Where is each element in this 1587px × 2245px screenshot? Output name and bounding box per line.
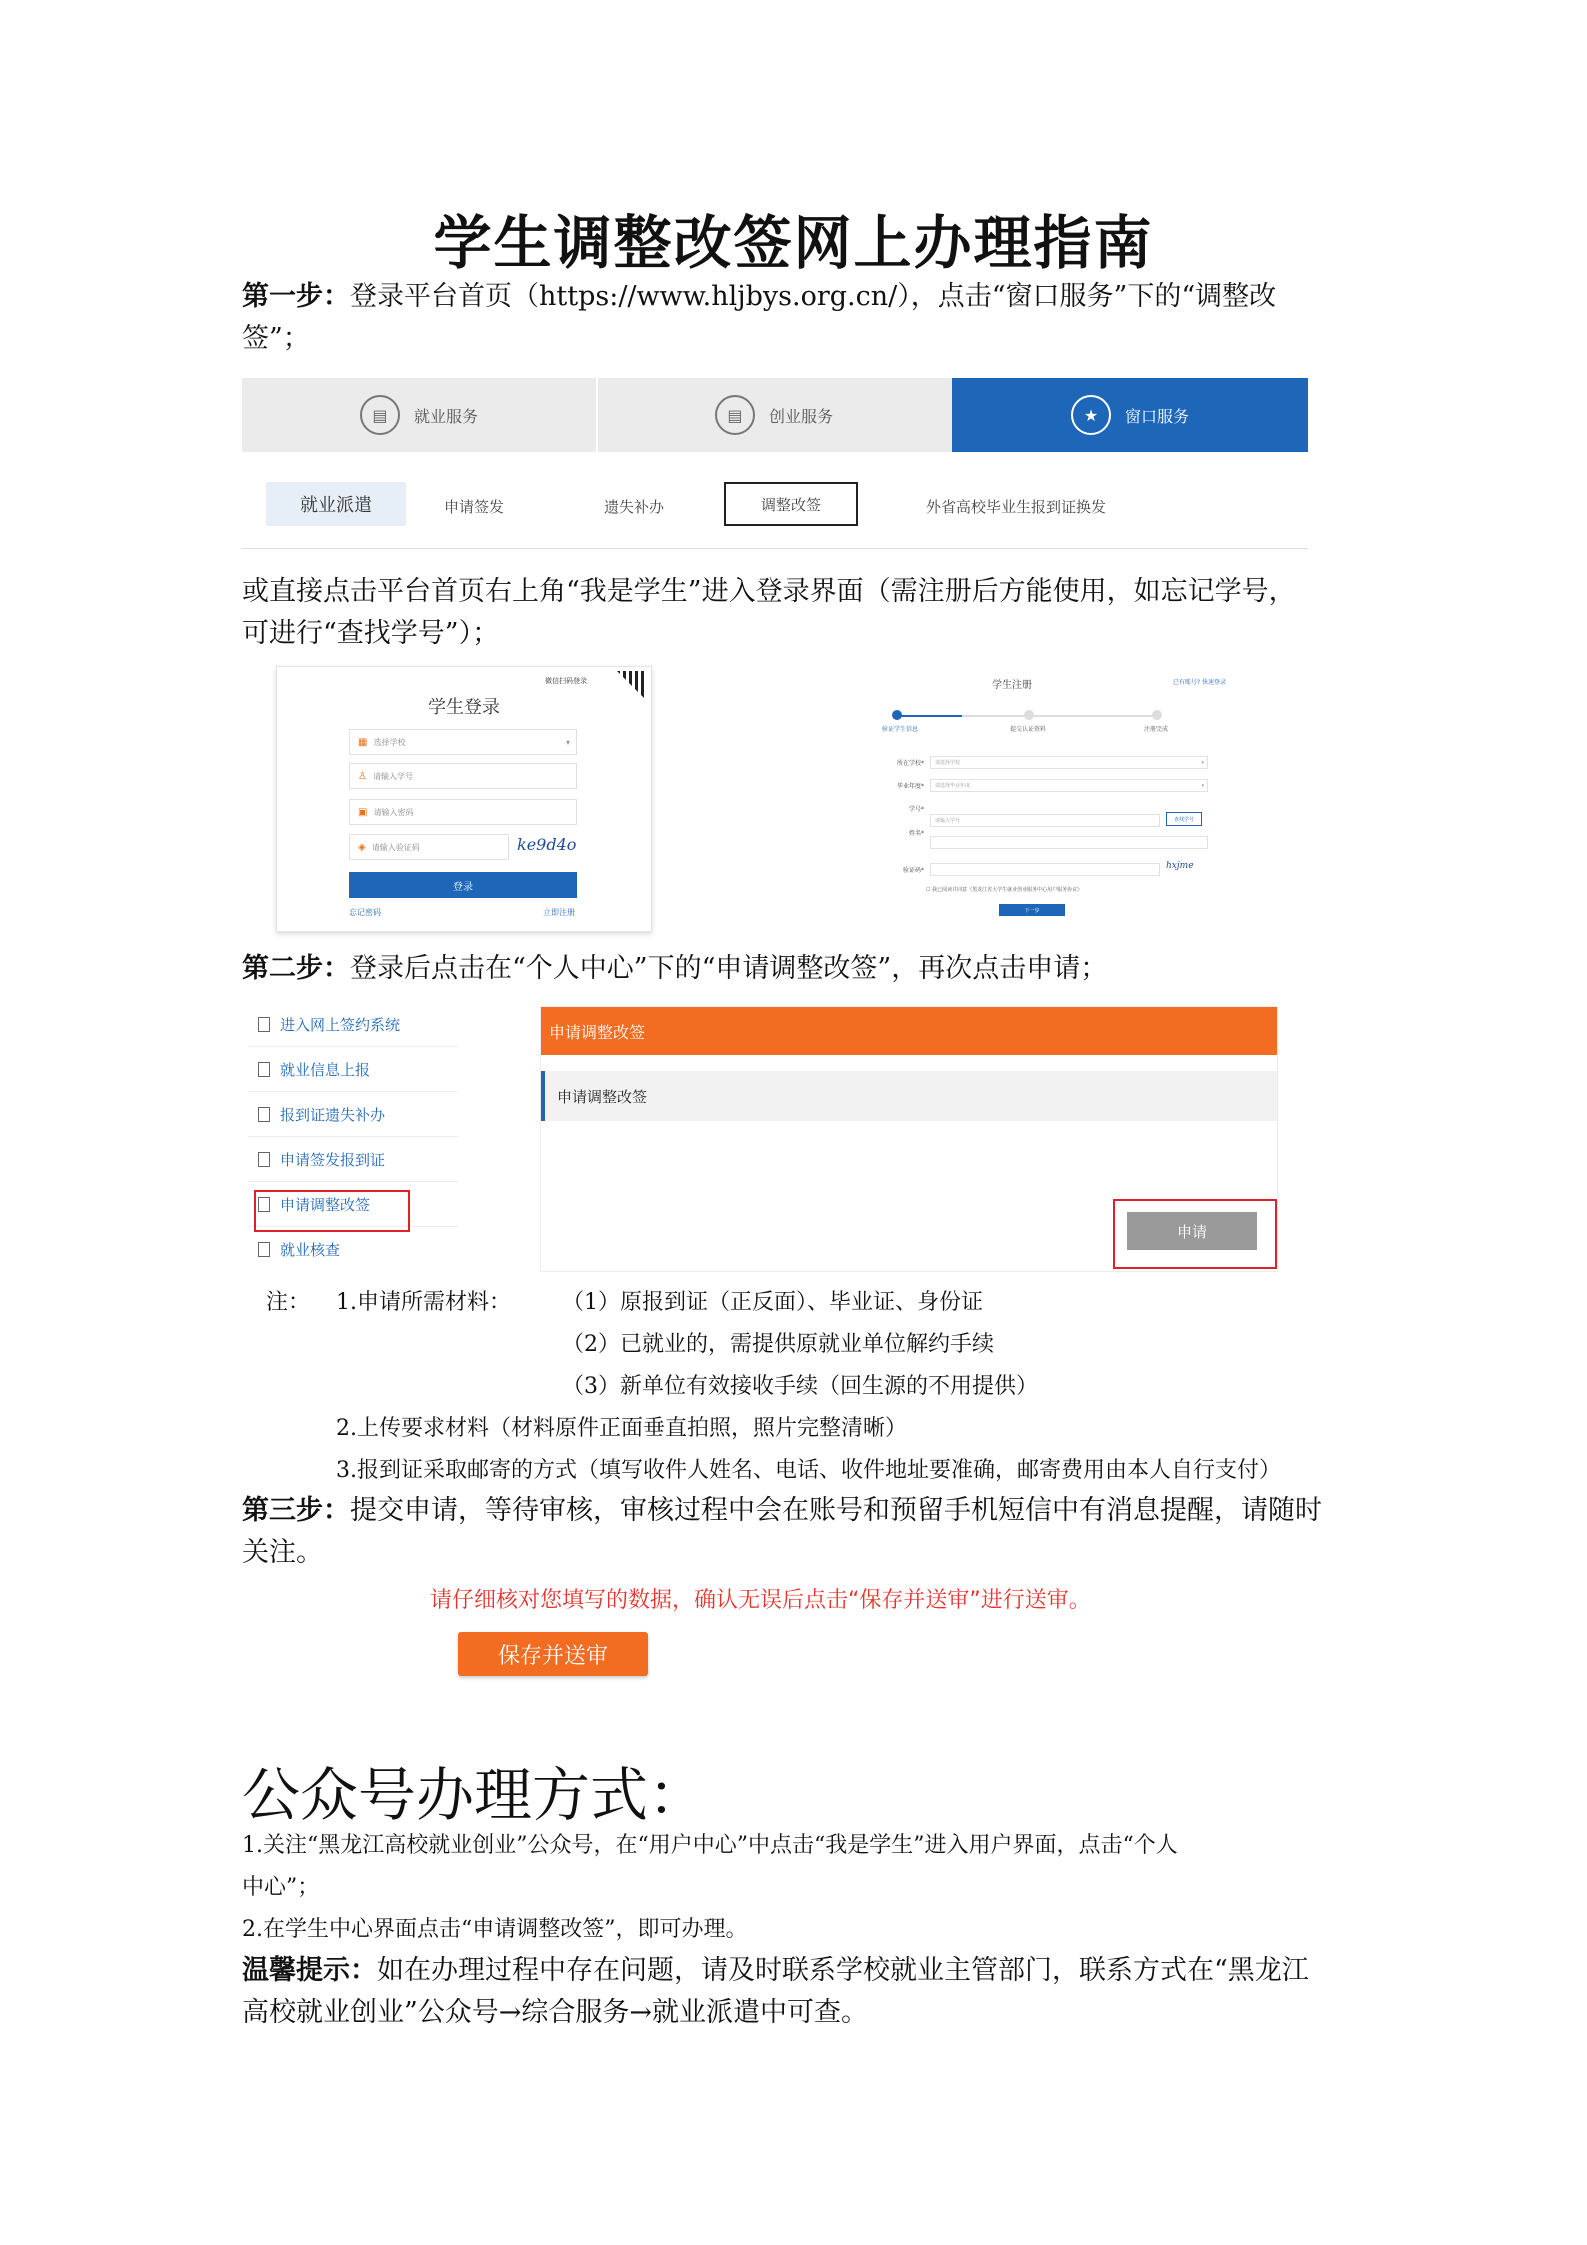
employment-service-icon: ▤ (360, 395, 400, 435)
wechat-item1-text-cont: 中心”； (242, 1875, 320, 1900)
school-select[interactable] (930, 756, 1208, 769)
apply-button[interactable]: 申请 (1127, 1212, 1257, 1250)
step3-text: 提交申请，等待审核，审核过程中会在账号和预留手机短信中有消息提醒，请随时 (350, 1495, 1322, 1526)
sidebar-item-label: 进入网上签约系统 (280, 1015, 401, 1034)
field-label: 所在学校* (896, 760, 924, 767)
agreement-checkbox[interactable]: ☐ 我已阅读并同意《黑龙江省大学生就业创业服务中心用户服务协议》 (926, 887, 1083, 893)
note-item1-label: 1.申请所需材料： (336, 1290, 511, 1315)
find-id-button[interactable]: 查找学号 (1166, 812, 1202, 826)
tab-label: 窗口服务 (1124, 406, 1189, 426)
step-dot-active (892, 710, 902, 720)
step3-paragraph (242, 1490, 1354, 1574)
save-tip: 请仔细核对您填写的数据，确认无误后点击“保存并送审”进行送审。 (430, 1588, 1091, 1613)
field-label: 验证码* (902, 867, 924, 874)
school-select[interactable] (349, 729, 577, 755)
save-and-submit-button[interactable]: 保存并送审 (458, 1632, 648, 1676)
register-title: 学生注册 (992, 680, 1032, 691)
forgot-password-link[interactable]: 忘记密码 (349, 908, 381, 917)
document-icon (258, 1062, 270, 1077)
school-placeholder: 选择学校 (373, 737, 406, 747)
user-icon: ♙ (358, 770, 367, 782)
step-dot (1024, 710, 1034, 720)
progress-fill (896, 715, 962, 717)
step-label: 注册完成 (1144, 726, 1169, 733)
panel-section-title: 申请调整改签 (541, 1071, 1277, 1121)
note-material-3: （3）新单位有效接收手续（回生源的不用提供） (562, 1374, 1038, 1399)
startup-service-icon: ▤ (715, 395, 755, 435)
tip-label: 温馨提示： (242, 1955, 377, 1986)
tip-text: 如在办理过程中存在问题，请及时联系学校就业主管部门，联系方式在“黑龙江 (377, 1955, 1309, 1986)
sidebar-item-label: 报到证遗失补办 (280, 1105, 386, 1124)
field-placeholder: 请选择毕业年度 (935, 783, 971, 789)
sidebar-item-online-sign[interactable] (248, 1002, 458, 1047)
captcha-input[interactable] (930, 863, 1160, 876)
page-title: 学生调整改签网上办理指南 (433, 209, 1154, 277)
chevron-down-icon: ▾ (1201, 759, 1204, 766)
step-label: 验证学生信息 (882, 726, 919, 733)
document-icon (258, 1242, 270, 1257)
alt-login-text-cont: 可进行“查找学号”）； (242, 618, 500, 649)
chevron-down-icon: ▾ (1201, 782, 1204, 789)
quick-login-link[interactable]: 已有账号? 快速登录 (1172, 679, 1226, 686)
sidebar-item-label: 申请调整改签 (280, 1195, 371, 1214)
field-label: 学号* (908, 806, 924, 813)
lock-icon: ▣ (358, 806, 368, 818)
wechat-heading: 公众号办理方式： (242, 1761, 707, 1829)
sub-menu-employment-dispatch[interactable]: 就业派遣 (266, 482, 406, 526)
field-placeholder: 请选择学校 (935, 760, 961, 766)
step2-paragraph (242, 948, 1354, 990)
student-id-input[interactable] (930, 814, 1160, 827)
divider (242, 548, 1308, 549)
step-dot (1152, 710, 1162, 720)
login-screenshot (276, 666, 652, 932)
step2-label: 第二步： (242, 953, 350, 984)
wechat-login-tip[interactable]: 微信扫码登录 (545, 677, 587, 685)
sidebar-item-employment-report[interactable] (248, 1047, 458, 1092)
shield-icon: ◈ (358, 841, 366, 853)
next-button[interactable]: 下一步 (999, 904, 1065, 916)
highlight-box (254, 1190, 410, 1232)
captcha-placeholder: 请输入验证码 (371, 842, 420, 852)
login-button[interactable]: 登录 (349, 872, 577, 898)
field-label: 姓名* (908, 830, 924, 837)
document-icon (258, 1152, 270, 1167)
tab-label: 创业服务 (768, 406, 833, 426)
step1-text-cont: 签”； (242, 323, 310, 354)
tab-employment-service[interactable] (242, 378, 596, 452)
student-id-input[interactable] (349, 763, 577, 789)
wechat-item1 (242, 1825, 1354, 1909)
note-material-2: （2）已就业的，需提供原就业单位解约手续 (562, 1332, 994, 1357)
step-label: 提交认证资料 (1010, 726, 1047, 733)
step1-paragraph (242, 276, 1354, 360)
alt-login-text: 或直接点击平台首页右上角“我是学生”进入登录界面（需注册后方能使用，如忘记学号， (242, 576, 1296, 607)
tip-paragraph (242, 1950, 1354, 2034)
note-label: 注： (266, 1290, 311, 1315)
document-icon (258, 1107, 270, 1122)
sub-menu-lost-reissue[interactable]: 遗失补办 (604, 498, 665, 516)
sub-menu-apply-issue[interactable]: 申请签发 (444, 498, 505, 516)
field-label: 毕业年度* (896, 783, 924, 790)
wechat-item2: 2.在学生中心界面点击“申请调整改签”，即可办理。 (242, 1917, 748, 1942)
sidebar-item-label: 就业信息上报 (280, 1060, 371, 1079)
name-input[interactable] (930, 836, 1208, 849)
captcha-image[interactable]: hxjme (1166, 861, 1194, 871)
sidebar-item-lost-reissue[interactable] (248, 1092, 458, 1137)
register-screenshot (856, 666, 1226, 930)
document-icon (258, 1017, 270, 1032)
sub-menu-cert-exchange[interactable]: 外省高校毕业生报到证换发 (926, 498, 1107, 516)
sub-menu-adjust-resign[interactable]: 调整改签 (724, 482, 858, 526)
login-title: 学生登录 (428, 697, 500, 718)
alt-login-paragraph (242, 571, 1354, 655)
step1-label: 第一步： (242, 281, 350, 312)
tab-startup-service[interactable] (598, 378, 950, 452)
captcha-image[interactable]: ke9d4o (517, 835, 577, 854)
password-input[interactable] (349, 799, 577, 825)
tab-label: 就业服务 (413, 406, 478, 426)
student-id-placeholder: 请输入学号 (372, 771, 413, 781)
sidebar-item-employment-check[interactable] (248, 1227, 458, 1271)
wechat-item1-text: 1.关注“黑龙江高校就业创业”公众号，在“用户中心”中点击“我是学生”进入用户界面，点击“个人 (242, 1833, 1178, 1858)
sidebar-item-label: 就业核查 (280, 1240, 341, 1259)
step3-label: 第三步： (242, 1495, 350, 1526)
captcha-input[interactable] (349, 834, 509, 860)
note-material-1: （1）原报到证（正反面）、毕业证、身份证 (562, 1290, 983, 1315)
sub-menu (242, 474, 1308, 534)
tip-text-cont: 高校就业创业”公众号→综合服务→就业派遣中可查。 (242, 1997, 869, 2028)
note-item3: 3.报到证采取邮寄的方式（填写收件人姓名、电话、收件地址要准确，邮寄费用由本人自行支付） (336, 1458, 1281, 1483)
note-item2: 2.上传要求材料（材料原件正面垂直拍照，照片完整清晰） (336, 1416, 907, 1441)
step2-text: 登录后点击在“个人中心”下的“申请调整改签”，再次点击申请； (350, 953, 1108, 984)
agreement-text: 我已阅读并同意《黑龙江省大学生就业创业服务中心用户服务协议》 (932, 887, 1083, 893)
graduation-year-select[interactable] (930, 779, 1208, 792)
step3-text-cont: 关注。 (242, 1537, 323, 1568)
service-tabs-screenshot (242, 378, 1308, 550)
sidebar-item-apply-issue[interactable] (248, 1137, 458, 1182)
school-icon: ▦ (358, 736, 368, 748)
field-placeholder: 请输入学号 (935, 818, 961, 824)
chevron-down-icon: ▾ (565, 737, 570, 747)
register-link[interactable]: 立即注册 (543, 908, 575, 917)
tab-window-service[interactable] (952, 378, 1308, 452)
sidebar-item-label: 申请签发报到证 (280, 1150, 386, 1169)
panel-header: 申请调整改签 (541, 1007, 1277, 1055)
star-icon: ★ (1071, 395, 1111, 435)
apply-panel (540, 1006, 1278, 1272)
password-placeholder: 请输入密码 (373, 807, 414, 817)
step1-text: 登录平台首页（https://www.hljbys.org.cn/），点击“窗口服务”下的“调整改 (350, 281, 1277, 312)
